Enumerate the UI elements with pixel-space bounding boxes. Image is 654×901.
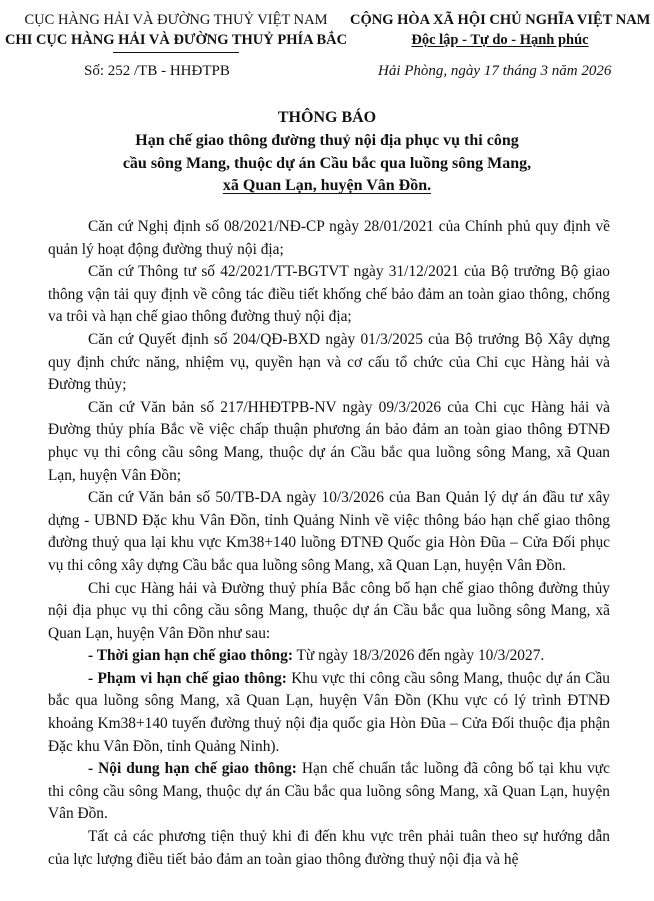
basis-paragraph: Căn cứ Văn bản số 50/TB-DA ngày 10/3/2026 của Ban Quản lý dự án đầu tư xây dựng - UBND Đặc khu Vân Đồn, tỉnh Quảng Ninh về việc thông báo hạn chế giao thông đường thuỷ qua lại khu vực Km38+140 luồng ĐTNĐ Quốc gia Hòn Đũa – Cửa Đối phục vụ thi công xây dựng Cầu bắc qua luồng sông Mang, xã Quan Lạn, huyện Vân Đồn. <box>48 489 610 574</box>
item-label: - Phạm vi hạn chế giao thông: <box>88 669 287 687</box>
closing-paragraph: Tất cả các phương tiện thuỷ khi đi đến khu vực trên phải tuân theo sự hướng dẫn của lực lượng điều tiết bảo đảm an toàn giao thông đường thuỷ nội địa và hệ <box>48 828 610 868</box>
item-label: - Nội dung hạn chế giao thông: <box>88 760 297 778</box>
parent-agency: CỤC HÀNG HẢI VÀ ĐƯỜNG THUỶ VIỆT NAM <box>24 12 328 28</box>
basis-paragraph: Căn cứ Nghị định số 08/2021/NĐ-CP ngày 28/01/2021 của Chính phủ quy định về quản lý hoạt động đường thuỷ nội địa; <box>48 218 610 258</box>
restriction-time-item <box>48 645 610 668</box>
document-body <box>48 216 610 871</box>
issuing-agency-block <box>4 10 348 53</box>
subtitle-line: cầu sông Mang, thuộc dự án Cầu bắc qua luồng sông Mang, <box>122 154 532 172</box>
item-text: Khu vực thi công cầu sông Mang, thuộc dự án Cầu bắc qua luồng sông Mang, xã Quan Lạn, huyện Vân Đồn (Khu vực có lý trình ĐTNĐ khoảng Km38+140 tuyến đường thuỷ nội địa quốc gia Hòn Đũa – Cửa Đối thuộc địa phận Đặc khu Vân Đồn, tỉnh Quảng Ninh). <box>48 669 610 755</box>
document-number: Số: 252 /TB - HHĐTPB <box>84 63 230 79</box>
country-name: CỘNG HÒA XÃ HỘI CHỦ NGHĨA VIỆT NAM <box>350 12 651 28</box>
basis-paragraph: Căn cứ Quyết định số 204/QĐ-BXD ngày 01/3/2025 của Bộ trưởng Bộ Xây dựng quy định chức năng, nhiệm vụ, quyền hạn và cơ cấu tổ chức của Chi cục Hàng hải và Đường thủy; <box>48 330 610 394</box>
document-subtitle <box>100 130 554 198</box>
announcement-paragraph: Chi cục Hàng hải và Đường thuỷ phía Bắc công bố hạn chế giao thông đường thủy nội địa phục vụ thi công cầu sông Mang, thuộc dự án Cầu bắc qua luồng sông Mang, xã Quan Lạn, huyện Vân Đồn như sau: <box>48 579 610 642</box>
restriction-content-item <box>48 758 610 826</box>
issuing-agency: CHI CỤC HÀNG HẢI VÀ ĐƯỜNG THUỶ PHÍA BẮC <box>4 32 348 48</box>
document-title: THÔNG BÁO <box>277 109 377 126</box>
place-date: Hải Phòng, ngày 17 tháng 3 năm 2026 <box>378 63 612 79</box>
agency-divider <box>113 52 239 53</box>
item-label: - Thời gian hạn chế giao thông: <box>88 647 293 665</box>
item-text: Từ ngày 18/3/2026 đến ngày 10/3/2027. <box>292 647 545 665</box>
subtitle-line: Hạn chế giao thông đường thuỷ nội địa phục vụ thi công <box>135 132 519 149</box>
item-text: Hạn chế chuẩn tắc luồng đã công bố tại khu vực thi công cầu sông Mang, thuộc dự án Cầu bắc qua luồng sông Mang, xã Quan Lạn, huyện Vân Đồn. <box>48 760 610 823</box>
subtitle-line: xã Quan Lạn, huyện Vân Đồn. <box>222 177 432 194</box>
basis-paragraph: Căn cứ Thông tư số 42/2021/TT-BGTVT ngày 31/12/2021 của Bộ trưởng Bộ giao thông vận tải quy định về công tác điều tiết khống chế bảo đảm an toàn giao thông, chống va trôi và hạn chế giao thông đường thuỷ nội địa; <box>48 263 610 326</box>
basis-paragraph: Căn cứ Văn bản số 217/HHĐTPB-NV ngày 09/3/2026 của Chi cục Hàng hải và Đường thủy phía Bắc về việc chấp thuận phương án bảo đảm an toàn giao thông ĐTNĐ phục vụ thi công cầu sông Mang, thuộc dự án Cầu bắc qua luồng sông Mang, xã Quan Lạn, huyện Vân Đồn; <box>48 398 610 484</box>
restriction-scope-item <box>48 668 610 758</box>
national-motto: Độc lập - Tự do - Hạnh phúc <box>411 32 589 48</box>
national-header-block <box>350 10 650 50</box>
